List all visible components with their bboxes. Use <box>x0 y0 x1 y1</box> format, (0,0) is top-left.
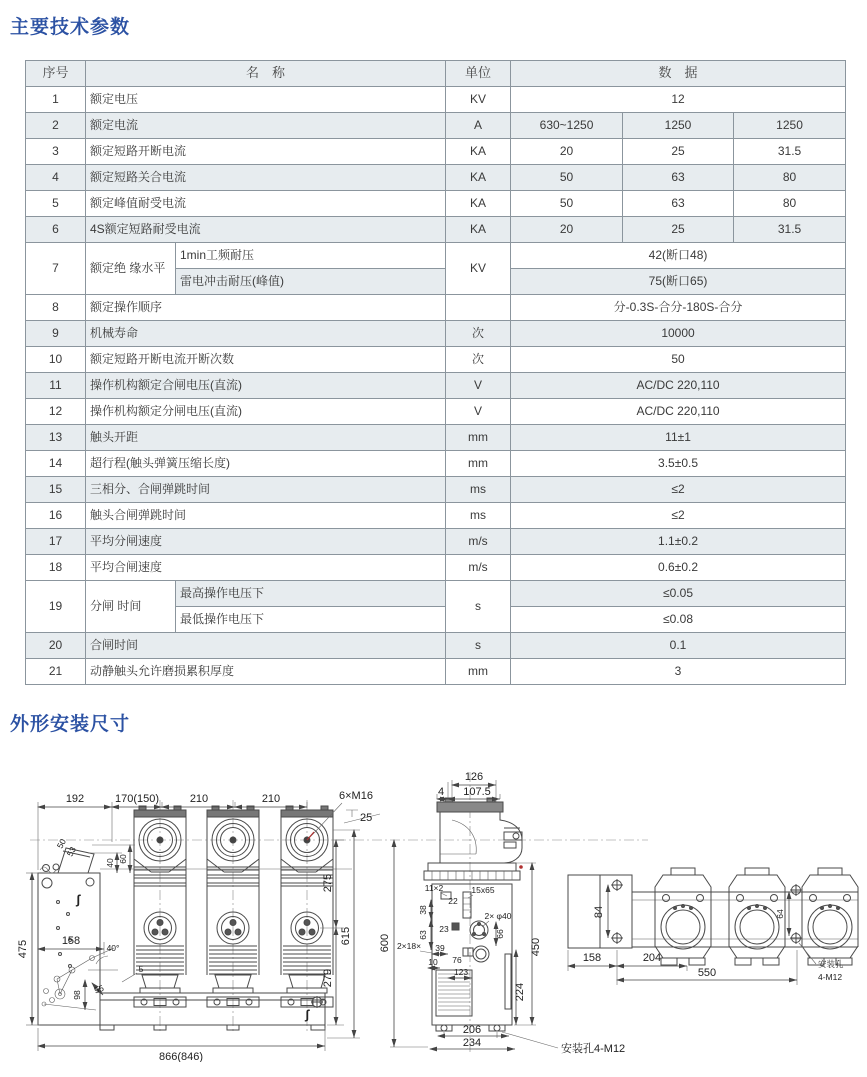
cell-name: 机械寿命 <box>86 321 446 347</box>
cell-name: 额定短路开断电流 <box>86 139 446 165</box>
cell-sub-name: 最高操作电压下 <box>176 581 446 607</box>
dim-615: 615 <box>340 926 352 946</box>
dim-55: 55 <box>92 982 106 996</box>
cell-no: 4 <box>26 165 86 191</box>
cell-value: ≤0.05 <box>511 581 846 607</box>
front-view-drawing <box>17 790 648 1062</box>
table-row <box>26 373 846 399</box>
dim-107-5: 107.5 <box>463 786 491 798</box>
cell-value: 20 <box>511 217 623 243</box>
cell-name: 操作机构额定分闸电压(直流) <box>86 399 446 425</box>
header-unit: 单位 <box>446 61 511 87</box>
cell-unit: mm <box>446 659 511 685</box>
header-data: 数 据 <box>511 61 846 87</box>
table-row <box>26 425 846 451</box>
cell-unit: KA <box>446 139 511 165</box>
cell-unit: s <box>446 633 511 659</box>
dim-550: 550 <box>697 967 717 979</box>
cell-name: 三相分、合闸弹跳时间 <box>86 477 446 503</box>
dim-224: 224 <box>514 982 526 1002</box>
mount-hole-note-line2: 4-M12 <box>818 972 843 982</box>
dim-5: 5 <box>138 964 144 974</box>
cell-value: AC/DC 220,110 <box>511 399 846 425</box>
cell-value: 42(断口48) <box>511 243 846 269</box>
cell-unit <box>446 295 511 321</box>
cell-no: 17 <box>26 529 86 555</box>
side-pole-profile <box>424 798 523 880</box>
label-39: 39 <box>435 943 445 953</box>
dim-66: 66 <box>495 929 505 939</box>
table-row <box>26 165 846 191</box>
cell-unit: 次 <box>446 347 511 373</box>
dim-275: 275 <box>322 873 334 893</box>
mount-hole-note: 安装孔4-M12 <box>561 1043 626 1055</box>
cell-no: 5 <box>26 191 86 217</box>
table-row <box>26 191 846 217</box>
table-row <box>26 451 846 477</box>
cell-unit: V <box>446 373 511 399</box>
cell-value: 50 <box>511 165 623 191</box>
cell-no: 21 <box>26 659 86 685</box>
dim-depth-25: 25 <box>360 812 373 824</box>
cell-value: 1.1±0.2 <box>511 529 846 555</box>
table-row <box>26 347 846 373</box>
label-10: 10 <box>428 957 438 967</box>
cell-value: 25 <box>623 217 734 243</box>
cell-value: 3 <box>511 659 846 685</box>
label-123: 123 <box>453 967 469 977</box>
cell-name: 平均分闸速度 <box>86 529 446 555</box>
label-11x2: 11×2 <box>424 883 444 893</box>
cell-name: 触头合闸弹跳时间 <box>86 503 446 529</box>
cell-value: 31.5 <box>734 139 846 165</box>
cell-value: 0.1 <box>511 633 846 659</box>
cell-value: 11±1 <box>511 425 846 451</box>
label-2x18x: 2×18× <box>396 941 422 951</box>
cell-no: 14 <box>26 451 86 477</box>
header-no: 序号 <box>26 61 86 87</box>
hook-symbol-icon: ʃ <box>76 892 81 907</box>
table-row <box>26 529 846 555</box>
table-row <box>26 477 846 503</box>
dim-60: 60 <box>118 854 128 864</box>
cell-value: AC/DC 220,110 <box>511 373 846 399</box>
dim-210: 210 <box>189 793 209 805</box>
side-view-drawing <box>379 771 625 1055</box>
cell-name: 额定操作顺序 <box>86 295 446 321</box>
cell-name: 合闸时间 <box>86 633 446 659</box>
table-row <box>26 295 846 321</box>
cell-no: 7 <box>26 243 86 295</box>
header-name: 名 称 <box>86 61 446 87</box>
section-title-dimensions: 外形安装尺寸 <box>10 714 131 735</box>
table-header-row <box>26 61 846 87</box>
cell-name: 超行程(触头弹簧压缩长度) <box>86 451 446 477</box>
cell-name: 动静触头允许磨损累积厚度 <box>86 659 446 685</box>
cell-name: 4S额定短路耐受电流 <box>86 217 446 243</box>
cell-value: 80 <box>734 165 846 191</box>
side-dimensions <box>379 771 625 1055</box>
cell-name: 触头开距 <box>86 425 446 451</box>
label-23: 23 <box>439 924 449 934</box>
cell-unit: m/s <box>446 529 511 555</box>
base-frame <box>100 993 333 1030</box>
cell-name: 平均合闸速度 <box>86 555 446 581</box>
cell-value: 31.5 <box>734 217 846 243</box>
dim-40: 40 <box>105 858 115 868</box>
cell-sub-name: 最低操作电压下 <box>176 607 446 633</box>
cell-name: 额定短路开断电流开断次数 <box>86 347 446 373</box>
cell-value: 50 <box>511 347 846 373</box>
cell-unit: KA <box>446 165 511 191</box>
table-row <box>26 581 846 607</box>
dim-4: 4 <box>437 786 445 798</box>
cell-no: 9 <box>26 321 86 347</box>
cell-unit: s <box>446 581 511 633</box>
label-2x-dia40: 2× φ40 <box>484 911 512 921</box>
table-row <box>26 217 846 243</box>
cell-value: 12 <box>511 87 846 113</box>
cell-name: 额定短路关合电流 <box>86 165 446 191</box>
dim-50: 50 <box>54 837 68 851</box>
cell-unit: ms <box>446 503 511 529</box>
cell-value: 25 <box>623 139 734 165</box>
cell-value: 3.5±0.5 <box>511 451 846 477</box>
cell-value: 75(断口65) <box>511 269 846 295</box>
cell-value: 1250 <box>734 113 846 139</box>
cell-value: 63 <box>623 165 734 191</box>
cell-no: 11 <box>26 373 86 399</box>
cell-no: 18 <box>26 555 86 581</box>
table-row <box>26 87 846 113</box>
cell-unit: mm <box>446 425 511 451</box>
table-row <box>26 321 846 347</box>
table-row <box>26 113 846 139</box>
dim-84: 84 <box>593 905 605 919</box>
table-row <box>26 659 846 685</box>
cell-value: ≤2 <box>511 477 846 503</box>
table-row <box>26 243 846 269</box>
cell-no: 20 <box>26 633 86 659</box>
cell-unit: V <box>446 399 511 425</box>
table-row <box>26 503 846 529</box>
cell-sub-name: 1min工频耐压 <box>176 243 446 269</box>
cell-value: 63 <box>623 191 734 217</box>
dim-98: 98 <box>72 990 82 1000</box>
cell-unit: 次 <box>446 321 511 347</box>
cell-value: 0.6±0.2 <box>511 555 846 581</box>
cell-value: 1250 <box>623 113 734 139</box>
dim-158-top: 158 <box>582 952 602 964</box>
cell-unit: m/s <box>446 555 511 581</box>
cell-no: 1 <box>26 87 86 113</box>
dim-126: 126 <box>464 771 484 783</box>
dim-204: 204 <box>642 952 662 964</box>
installation-drawing-svg <box>0 742 867 1062</box>
cell-no: 15 <box>26 477 86 503</box>
table-row <box>26 399 846 425</box>
label-38: 38 <box>418 905 428 915</box>
cell-value: ≤0.08 <box>511 607 846 633</box>
cell-unit: KA <box>446 217 511 243</box>
dim-475: 475 <box>17 939 29 959</box>
cell-value: ≤2 <box>511 503 846 529</box>
cell-name: 额定峰值耐受电流 <box>86 191 446 217</box>
cell-unit: KA <box>446 191 511 217</box>
cell-value: 20 <box>511 139 623 165</box>
table-row <box>26 139 846 165</box>
cell-group-name: 分闸 时间 <box>86 581 176 633</box>
table-row <box>26 555 846 581</box>
dim-450: 450 <box>530 937 542 957</box>
cell-value: 50 <box>511 191 623 217</box>
dim-866-846: 866(846) <box>158 1051 204 1062</box>
cell-name: 额定电压 <box>86 87 446 113</box>
cell-no: 10 <box>26 347 86 373</box>
dim-170-150: 170(150) <box>114 793 160 805</box>
parameters-table <box>25 60 846 685</box>
cell-value: 80 <box>734 191 846 217</box>
dim-600: 600 <box>379 933 391 953</box>
bolt-note-6xM16: 6×M16 <box>339 790 373 802</box>
cell-name: 操作机构额定合闸电压(直流) <box>86 373 446 399</box>
cell-no: 8 <box>26 295 86 321</box>
hook-symbol-icon: ʃ <box>305 1007 310 1022</box>
cell-group-name: 额定绝 缘水平 <box>86 243 176 295</box>
dim-53: 53 <box>64 845 78 859</box>
cell-unit: KV <box>446 243 511 295</box>
cell-unit: KV <box>446 87 511 113</box>
cell-no: 2 <box>26 113 86 139</box>
dim-279: 279 <box>322 968 334 988</box>
cell-unit: mm <box>446 451 511 477</box>
cell-no: 13 <box>26 425 86 451</box>
label-76: 76 <box>452 955 462 965</box>
label-15x65: 15x65 <box>471 885 495 895</box>
cell-unit: A <box>446 113 511 139</box>
dim-210: 210 <box>261 793 281 805</box>
dim-192: 192 <box>65 793 85 805</box>
cell-no: 3 <box>26 139 86 165</box>
dim-234: 234 <box>462 1037 482 1049</box>
dim-206: 206 <box>462 1024 482 1036</box>
cell-unit: ms <box>446 477 511 503</box>
cell-name: 额定电流 <box>86 113 446 139</box>
cell-value: 630~1250 <box>511 113 623 139</box>
page-title: 主要技术参数 <box>10 17 131 38</box>
mount-hole-note-line1: 安装孔 <box>818 959 844 969</box>
top-view-drawing <box>568 868 858 985</box>
dim-158: 158 <box>61 935 81 947</box>
label-22: 22 <box>448 896 458 906</box>
dim-64: 64 <box>775 909 785 919</box>
cell-no: 6 <box>26 217 86 243</box>
cell-value: 分-0.3S-合分-180S-合分 <box>511 295 846 321</box>
dimension-drawings <box>0 742 867 1067</box>
dim-angle-40: 40° <box>106 943 120 953</box>
cell-value: 10000 <box>511 321 846 347</box>
label-63: 63 <box>418 930 428 940</box>
cell-sub-name: 雷电冲击耐压(峰值) <box>176 269 446 295</box>
table-row <box>26 633 846 659</box>
cell-no: 16 <box>26 503 86 529</box>
cell-no: 19 <box>26 581 86 633</box>
cell-no: 12 <box>26 399 86 425</box>
side-mechanism-box <box>432 884 512 1031</box>
